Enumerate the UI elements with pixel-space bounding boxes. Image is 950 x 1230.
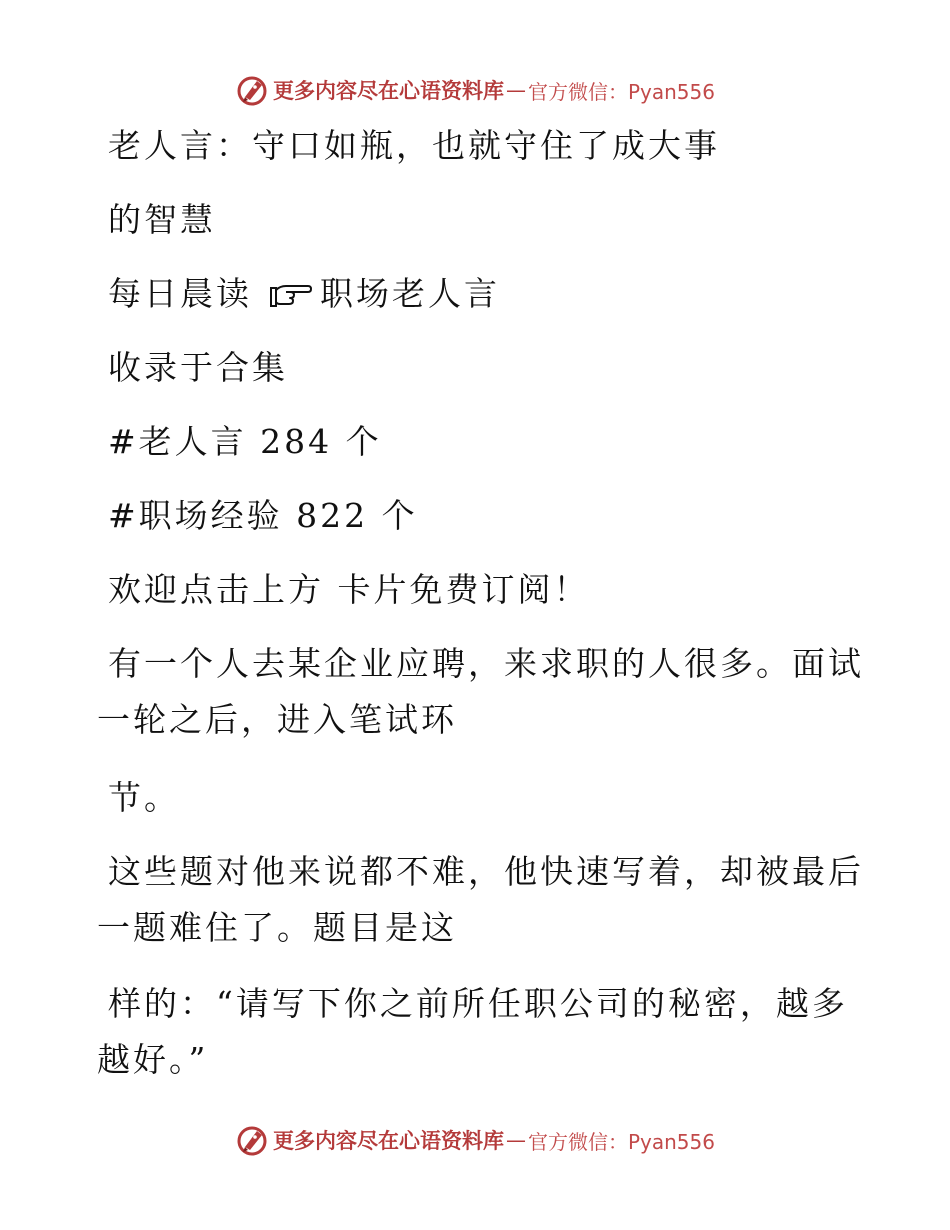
article-title-line-1: 老人言：守口如瓶，也就守住了成大事 bbox=[108, 126, 720, 165]
banner-text: 更多内容尽在心语资料库 bbox=[272, 78, 504, 103]
banner-text: 更多内容尽在心语资料库 bbox=[272, 1128, 504, 1153]
daily-suffix: 职场老人言 bbox=[320, 274, 500, 313]
collection-label: 收录于合集 bbox=[108, 348, 288, 387]
header-watermark-banner bbox=[0, 70, 950, 110]
paragraph-1-line-1: 有一个人去某企业应聘，来求职的人很多。面试 bbox=[108, 644, 864, 683]
subscribe-prompt: 欢迎点击上方 卡片免费订阅！ bbox=[108, 570, 590, 609]
banner-wechat: 官方微信：Pyan556 bbox=[527, 1129, 715, 1154]
paragraph-3-line-2: 越好。” bbox=[97, 1040, 209, 1079]
footer-watermark-banner bbox=[0, 1120, 950, 1160]
banner-wechat: 官方微信：Pyan556 bbox=[527, 79, 715, 104]
paragraph-1-line-2: 一轮之后，进入笔试环 bbox=[97, 700, 457, 739]
daily-prefix: 每日晨读 bbox=[108, 274, 252, 313]
pen-nib-logo-icon bbox=[235, 73, 269, 107]
pen-nib-logo-icon bbox=[235, 1123, 269, 1157]
paragraph-1-line-3: 节。 bbox=[108, 778, 180, 817]
article-title-line-2: 的智慧 bbox=[108, 200, 216, 239]
collection-tag-workplace[interactable]: #职场经验 822 个 bbox=[108, 496, 418, 535]
banner-separator: — bbox=[505, 1128, 526, 1152]
collection-tag-elders[interactable]: #老人言 284 个 bbox=[108, 422, 382, 461]
banner-separator: — bbox=[505, 78, 526, 102]
paragraph-3-line-1: 样的：“请写下你之前所任职公司的秘密，越多 bbox=[108, 984, 848, 1023]
paragraph-2-line-2: 一题难住了。题目是这 bbox=[97, 908, 457, 947]
pointing-hand-icon bbox=[268, 280, 312, 308]
daily-reading-line bbox=[108, 274, 500, 314]
paragraph-2-line-1: 这些题对他来说都不难，他快速写着，却被最后 bbox=[108, 852, 864, 891]
